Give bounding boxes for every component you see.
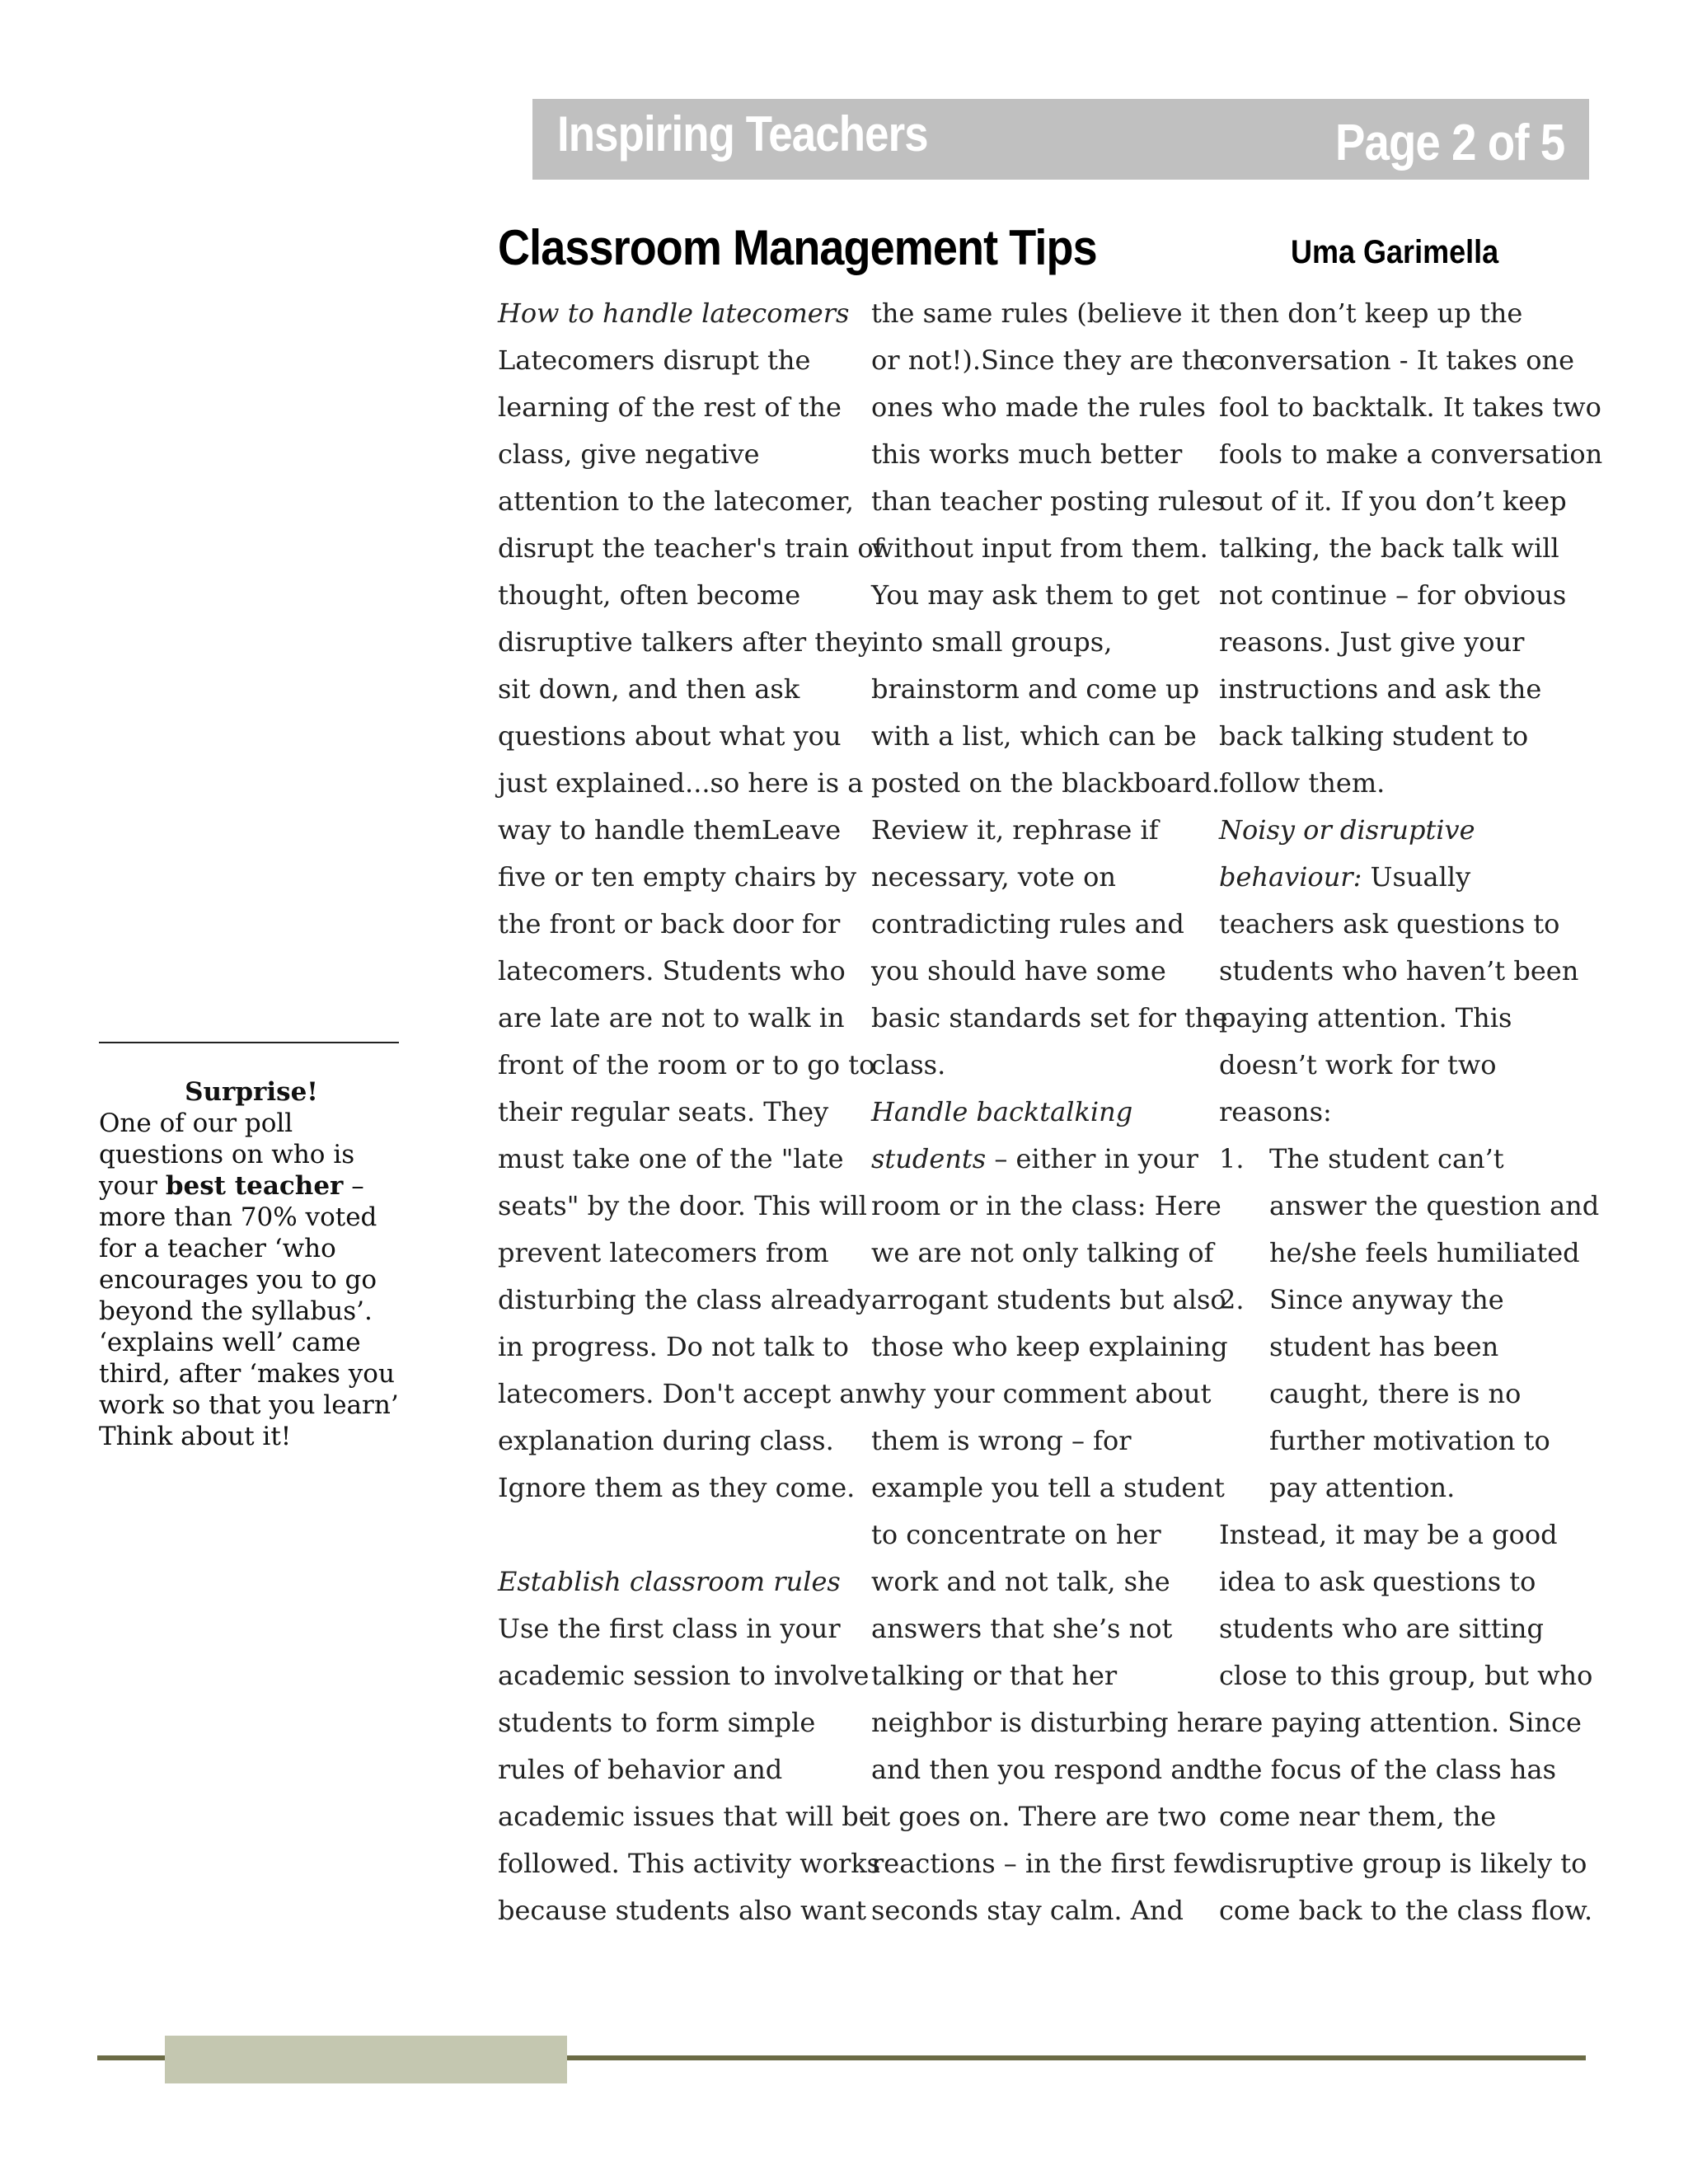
text-line: necessary, vote on	[871, 861, 1116, 893]
list-text: Since anyway the	[1269, 1284, 1504, 1315]
text-line: answers that she’s not	[871, 1613, 1173, 1644]
sidebar-line: ‘explains well’ came	[99, 1328, 361, 1357]
text-line: questions about what you	[498, 720, 842, 752]
text-line: front of the room or to go to	[498, 1049, 875, 1080]
text-line: fools to make a conversation	[1219, 438, 1603, 470]
text-line: academic session to involve	[498, 1660, 870, 1691]
page-number: Page 2 of 5	[1334, 115, 1564, 171]
text-line: out of it. If you don’t keep	[1219, 485, 1567, 517]
sidebar-line: more than 70% voted	[99, 1202, 377, 1232]
text-line: neighbor is disturbing her	[871, 1707, 1222, 1738]
text-line: brainstorm and come up	[871, 673, 1200, 705]
sidebar-line: work so that you learn’	[99, 1390, 399, 1420]
subheading-noisy: Noisy or disruptive	[1219, 814, 1475, 846]
sidebar-line: Think about it!	[99, 1422, 292, 1451]
text-line: this works much better	[871, 438, 1183, 470]
text-line: rules of behavior and	[498, 1754, 783, 1785]
text-line: students who haven’t been	[1219, 955, 1579, 987]
text-line: talking or that her	[871, 1660, 1118, 1691]
text-line: why your comment about	[871, 1378, 1212, 1409]
text-line: seconds stay calm. And	[871, 1895, 1184, 1926]
list-item-cont: answer the question and	[1269, 1190, 1600, 1221]
text-line: the same rules (believe it	[871, 298, 1210, 329]
text-line: paying attention. This	[1219, 1002, 1512, 1033]
text-line: way to handle themLeave	[498, 814, 842, 846]
sidebar-line: third, after ‘makes you	[99, 1359, 395, 1389]
text-line	[871, 1136, 1228, 1183]
list-item-cont: further motivation to	[1269, 1425, 1550, 1456]
text-line: and then you respond and	[871, 1754, 1221, 1785]
article-author: Uma Garimella	[1291, 234, 1499, 270]
text-line: their regular seats. They	[498, 1096, 829, 1127]
text-line: latecomers. Students who	[498, 955, 846, 987]
article-title: Classroom Management Tips	[498, 220, 1097, 275]
text-line: fool to backtalk. It takes two	[1219, 391, 1601, 423]
text-line: teachers ask questions to	[1219, 908, 1560, 940]
text-line: into small groups,	[871, 626, 1113, 658]
text-line: explanation during class.	[498, 1425, 834, 1456]
text-line: Instead, it may be a good	[1219, 1519, 1558, 1550]
text-line: followed. This activity works	[498, 1848, 881, 1879]
list-item	[1219, 1136, 1602, 1183]
text-line: those who keep explaining	[871, 1331, 1228, 1362]
list-item-cont: he/she feels humiliated	[1269, 1237, 1580, 1268]
text-fragment: – either in your	[986, 1143, 1198, 1174]
text-line: Review it, rephrase if	[871, 814, 1159, 846]
text-line: Use the first class in your	[498, 1613, 841, 1644]
text-line: the focus of the class has	[1219, 1754, 1557, 1785]
article-column-2	[871, 290, 1228, 1934]
text-line: disrupt the teacher's train of	[498, 532, 884, 564]
text-line: come back to the class flow.	[1219, 1895, 1593, 1926]
text-line: latecomers. Don't accept an	[498, 1378, 873, 1409]
footer-accent-block	[165, 2036, 567, 2083]
text-fragment: Usually	[1362, 861, 1471, 893]
text-line: than teacher posting rules	[871, 485, 1226, 517]
text-line: disruptive group is likely to	[1219, 1848, 1587, 1879]
text-line: then don’t keep up the	[1219, 298, 1523, 329]
text-line: to concentrate on her	[871, 1519, 1161, 1550]
text-line: not continue – for obvious	[1219, 579, 1567, 611]
list-item-cont: pay attention.	[1269, 1472, 1456, 1503]
subheading-backtalking: Handle backtalking	[871, 1096, 1133, 1127]
text-line: class.	[871, 1049, 946, 1080]
article-column-1	[498, 290, 884, 1934]
subheading-classroom-rules: Establish classroom rules	[498, 1566, 841, 1597]
list-item	[1219, 1277, 1602, 1324]
text-line: are paying attention. Since	[1219, 1707, 1582, 1738]
text-line: instructions and ask the	[1219, 673, 1542, 705]
text-line: disruptive talkers after they	[498, 626, 873, 658]
text-line	[1219, 854, 1602, 901]
text-line: contradicting rules and	[871, 908, 1184, 940]
text-line: class, give negative	[498, 438, 760, 470]
text-line: conversation - It takes one	[1219, 344, 1575, 376]
text-line: reasons. Just give your	[1219, 626, 1525, 658]
text-line: or not!).Since they are the	[871, 344, 1226, 376]
list-number: 1.	[1219, 1143, 1245, 1174]
text-line: talking, the back talk will	[1219, 532, 1559, 564]
text-line: ones who made the rules	[871, 391, 1206, 423]
text-line: sit down, and then ask	[498, 673, 800, 705]
sidebar-line: One of our poll	[99, 1108, 293, 1138]
subheading-latecomers: How to handle latecomers	[498, 298, 850, 329]
blank-line	[498, 1511, 884, 1558]
text-line: them is wrong – for	[871, 1425, 1132, 1456]
sidebar-title: Surprise!	[185, 1077, 318, 1107]
text-line: room or in the class: Here	[871, 1190, 1221, 1221]
text-line: close to this group, but who	[1219, 1660, 1593, 1691]
text-line: disturbing the class already	[498, 1284, 870, 1315]
list-item-cont: student has been	[1269, 1331, 1499, 1362]
sidebar-fragment: your	[99, 1171, 166, 1201]
text-line: reactions – in the first few	[871, 1848, 1221, 1879]
text-line: because students also want	[498, 1895, 867, 1926]
text-line: the front or back door for	[498, 908, 841, 940]
text-line: doesn’t work for two	[1219, 1049, 1497, 1080]
text-line: you should have some	[871, 955, 1166, 987]
text-line: learning of the rest of the	[498, 391, 842, 423]
text-line: attention to the latecomer,	[498, 485, 854, 517]
sidebar-emphasis: best teacher	[165, 1171, 344, 1201]
sidebar-divider	[99, 1042, 399, 1043]
text-line: follow them.	[1219, 767, 1386, 799]
sidebar-line: encourages you to go	[99, 1265, 377, 1295]
text-line: come near them, the	[1219, 1801, 1497, 1832]
text-line: back talking student to	[1219, 720, 1529, 752]
text-line: students to form simple	[498, 1707, 816, 1738]
text-line: in progress. Do not talk to	[498, 1331, 849, 1362]
text-line: academic issues that will be	[498, 1801, 874, 1832]
text-line: students who are sitting	[1219, 1613, 1544, 1644]
text-line: You may ask them to get	[871, 579, 1200, 611]
text-line: basic standards set for the	[871, 1002, 1228, 1033]
text-line: are late are not to walk in	[498, 1002, 845, 1033]
text-line: prevent latecomers from	[498, 1237, 829, 1268]
subheading-noisy-cont: behaviour:	[1219, 861, 1362, 893]
newsletter-title: Inspiring Teachers	[557, 106, 928, 162]
sidebar-line: questions on who is	[99, 1140, 355, 1169]
text-line: just explained...so here is a	[498, 767, 864, 799]
text-line: reasons:	[1219, 1096, 1332, 1127]
text-line: posted on the blackboard.	[871, 767, 1221, 799]
sidebar-line: beyond the syllabus’.	[99, 1296, 373, 1326]
list-number: 2.	[1219, 1284, 1245, 1315]
list-text: The student can’t	[1269, 1143, 1504, 1174]
list-item-cont: caught, there is no	[1269, 1378, 1522, 1409]
sidebar-callout	[99, 1076, 404, 1452]
text-line: arrogant students but also	[871, 1284, 1226, 1315]
text-line: Latecomers disrupt the	[498, 344, 811, 376]
text-line: must take one of the "late	[498, 1143, 844, 1174]
sidebar-line	[99, 1170, 404, 1202]
text-line: work and not talk, she	[871, 1566, 1170, 1597]
text-line: it goes on. There are two	[871, 1801, 1207, 1832]
sidebar-fragment: –	[343, 1171, 364, 1201]
text-line: without input from them.	[871, 532, 1208, 564]
text-line: seats" by the door. This will	[498, 1190, 867, 1221]
sidebar-line: for a teacher ‘who	[99, 1234, 336, 1263]
text-line: with a list, which can be	[871, 720, 1197, 752]
page-header	[532, 99, 1589, 180]
text-line: example you tell a student	[871, 1472, 1225, 1503]
text-line: five or ten empty chairs by	[498, 861, 857, 893]
text-line: idea to ask questions to	[1219, 1566, 1536, 1597]
text-line: we are not only talking of	[871, 1237, 1214, 1268]
text-line: Ignore them as they come.	[498, 1472, 856, 1503]
text-line: thought, often become	[498, 579, 801, 611]
article-column-3	[1219, 290, 1602, 1934]
subheading-backtalking-cont: students	[871, 1143, 987, 1174]
